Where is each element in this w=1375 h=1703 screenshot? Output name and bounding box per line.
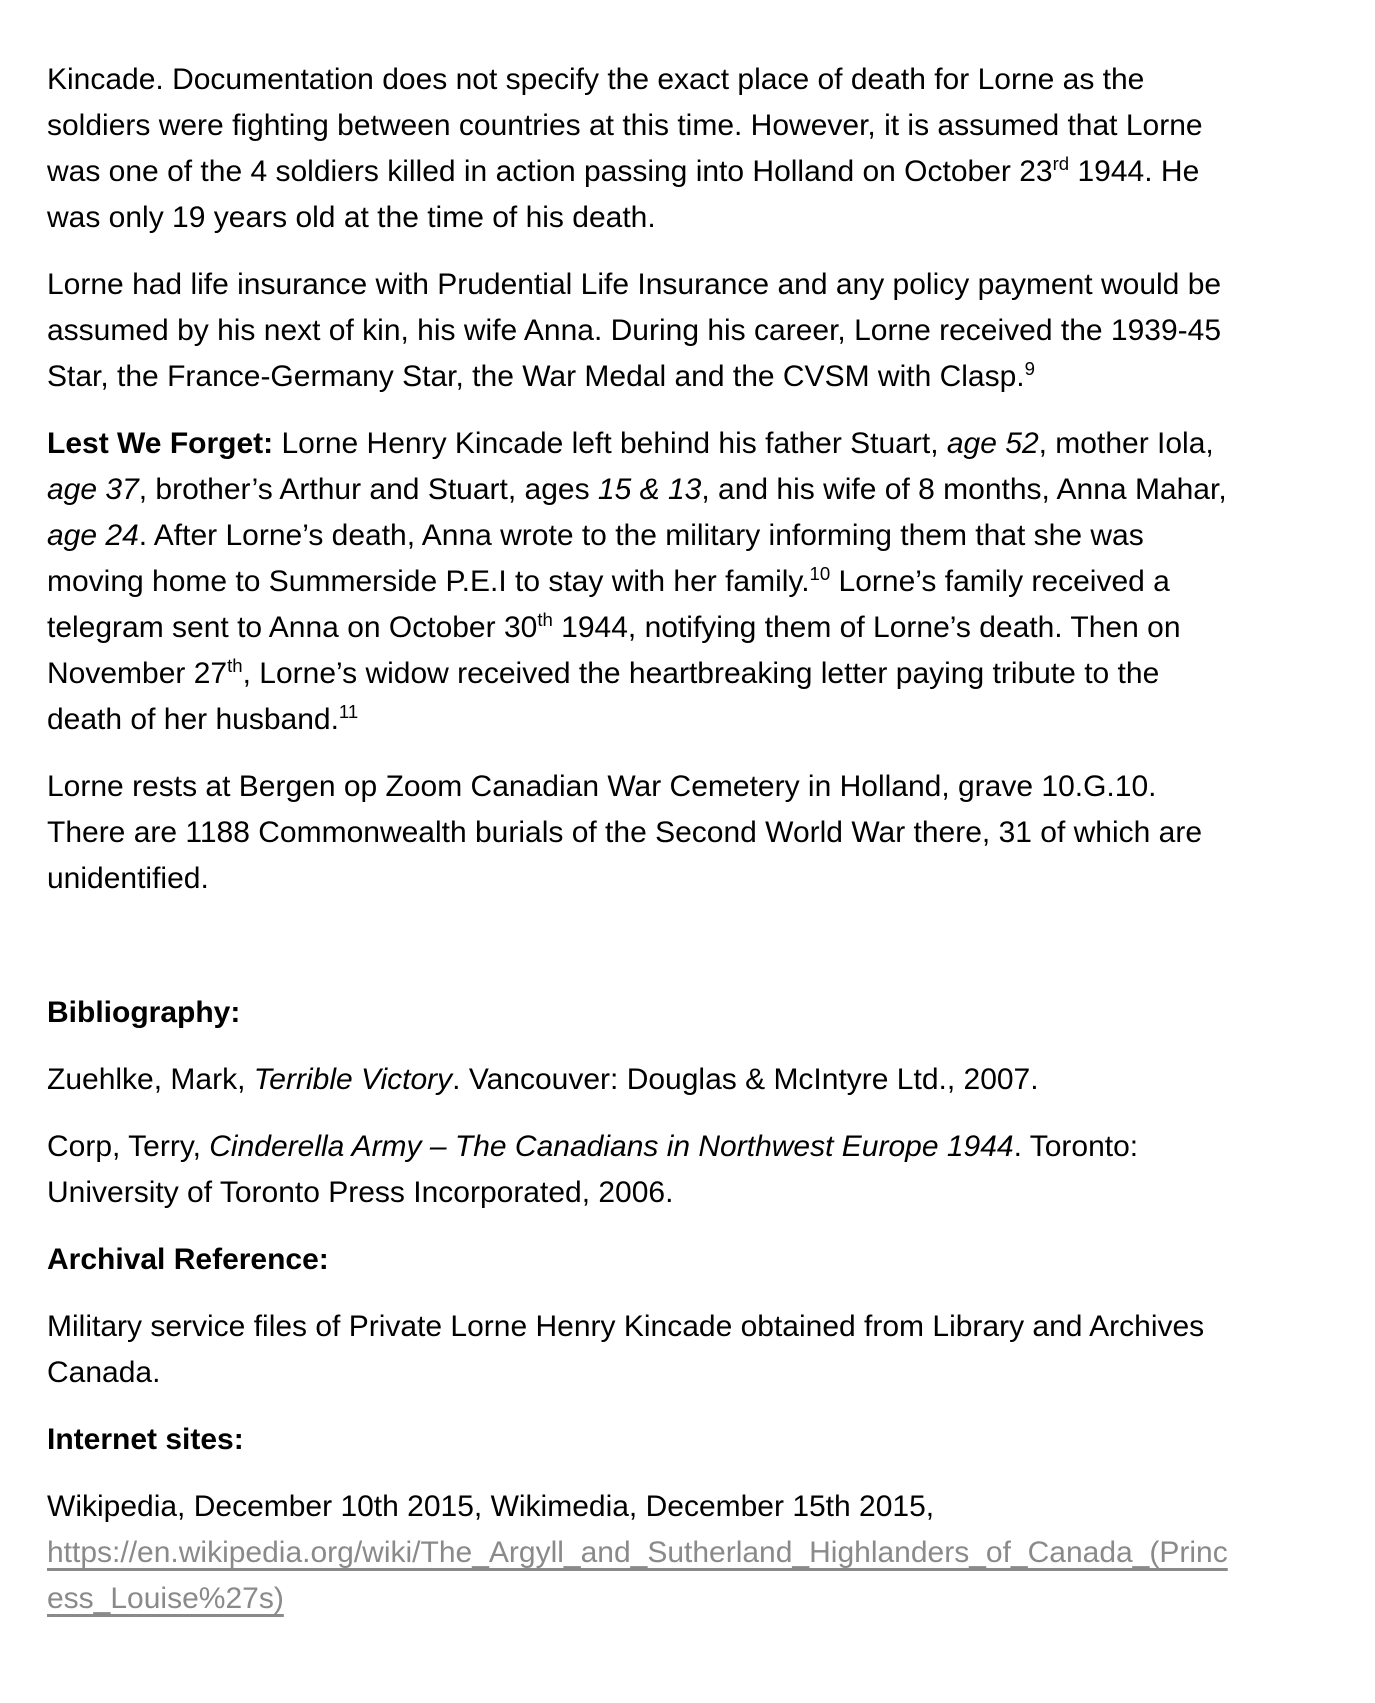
text-run: , Lorne’s widow received the heartbreaking letter paying tribute to the death of her husband. (47, 657, 1160, 736)
book-title-italic: Terrible Victory (253, 1063, 453, 1096)
text-run: Kincade. Documentation does not specify the exact place of death for Lorne as the soldiers were fighting between countries at this time. However, it is assumed that Lorne was one of the 4 soldiers killed in action passing into Holland on October 23 (47, 63, 1203, 188)
age-italic: age 52 (946, 427, 1039, 460)
text-run: , and his wife of 8 months, Anna Mahar, (701, 473, 1227, 506)
archival-reference-heading: Archival Reference: (47, 1243, 329, 1276)
text-run: . Vancouver: Douglas & McIntyre Ltd., 2007. (452, 1063, 1039, 1096)
book-title-italic: Cinderella Army – The Canadians in Northwest Europe 1944 (209, 1130, 1014, 1163)
ages-italic: 15 & 13 (597, 473, 702, 506)
text-run: . After Lorne’s death, Anna wrote to the military informing them that she was moving home to Summerside P.E.I to stay with her family. (47, 519, 1144, 598)
text-run: . Toronto: University of Toronto Press Incorporated, 2006. (47, 1130, 1139, 1209)
text-run: Lorne Henry Kincade left behind his father Stuart, (273, 427, 947, 460)
footnote-ref-11: 11 (338, 701, 359, 722)
paragraph-archival-reference: Military service files of Private Lorne Henry Kincade obtained from Library and Archives Canada. (47, 1310, 1205, 1389)
bibliography-heading: Bibliography: (47, 996, 241, 1029)
text-run: 1944, notifying them of Lorne’s death. Then on November 27 (47, 611, 1181, 690)
footnote-ref-10: 10 (809, 563, 831, 584)
bibliography-entry-corp (47, 1124, 1237, 1216)
bibliography-entry-zuehlke (47, 1057, 1237, 1103)
ordinal-superscript-rd: rd (1052, 153, 1070, 174)
text-run: Lorne’s family received a telegram sent to Anna on October 30 (47, 565, 1170, 644)
text-run: Wikipedia, December 10th 2015, Wikimedia, December 15th 2015, (47, 1490, 935, 1523)
lest-we-forget-label: Lest We Forget: (47, 427, 274, 460)
text-run: Zuehlke, Mark, (47, 1063, 254, 1096)
empty-paragraph (47, 923, 1237, 969)
ordinal-superscript-th: th (537, 609, 553, 630)
text-run: , brother’s Arthur and Stuart, ages (138, 473, 598, 506)
text-run: Corp, Terry, (47, 1130, 210, 1163)
paragraph-internet-sites (47, 1484, 1237, 1622)
wikipedia-argyll-sutherland-link[interactable]: https://en.wikipedia.org/wiki/The_Argyll_and_Sutherland_Highlanders_of_Canada_(Princess_Louise%27s) (47, 1536, 1228, 1615)
paragraph-insurance-medals (47, 262, 1237, 400)
footnote-ref-9: 9 (1024, 358, 1035, 379)
age-italic: age 37 (47, 473, 139, 506)
internet-sites-heading: Internet sites: (47, 1423, 244, 1456)
paragraph-death-details (47, 57, 1237, 241)
paragraph-cemetery: Lorne rests at Bergen op Zoom Canadian War Cemetery in Holland, grave 10.G.10. There are 1188 Commonwealth burials of the Second World War there, 31 of which are unidentified. (47, 770, 1203, 895)
text-run: Lorne had life insurance with Prudential Life Insurance and any policy payment would be assumed by his next of kin, his wife Anna. During his career, Lorne received the 1939-45 Star, the France-Germany Star, the War Medal and the CVSM with Clasp. (47, 268, 1222, 393)
age-italic: age 24 (47, 519, 139, 552)
ordinal-superscript-th: th (227, 655, 243, 676)
text-run: , mother Iola, (1038, 427, 1214, 460)
paragraph-lest-we-forget (47, 421, 1237, 743)
text-run: 1944. He was only 19 years old at the time of his death. (47, 155, 1200, 234)
